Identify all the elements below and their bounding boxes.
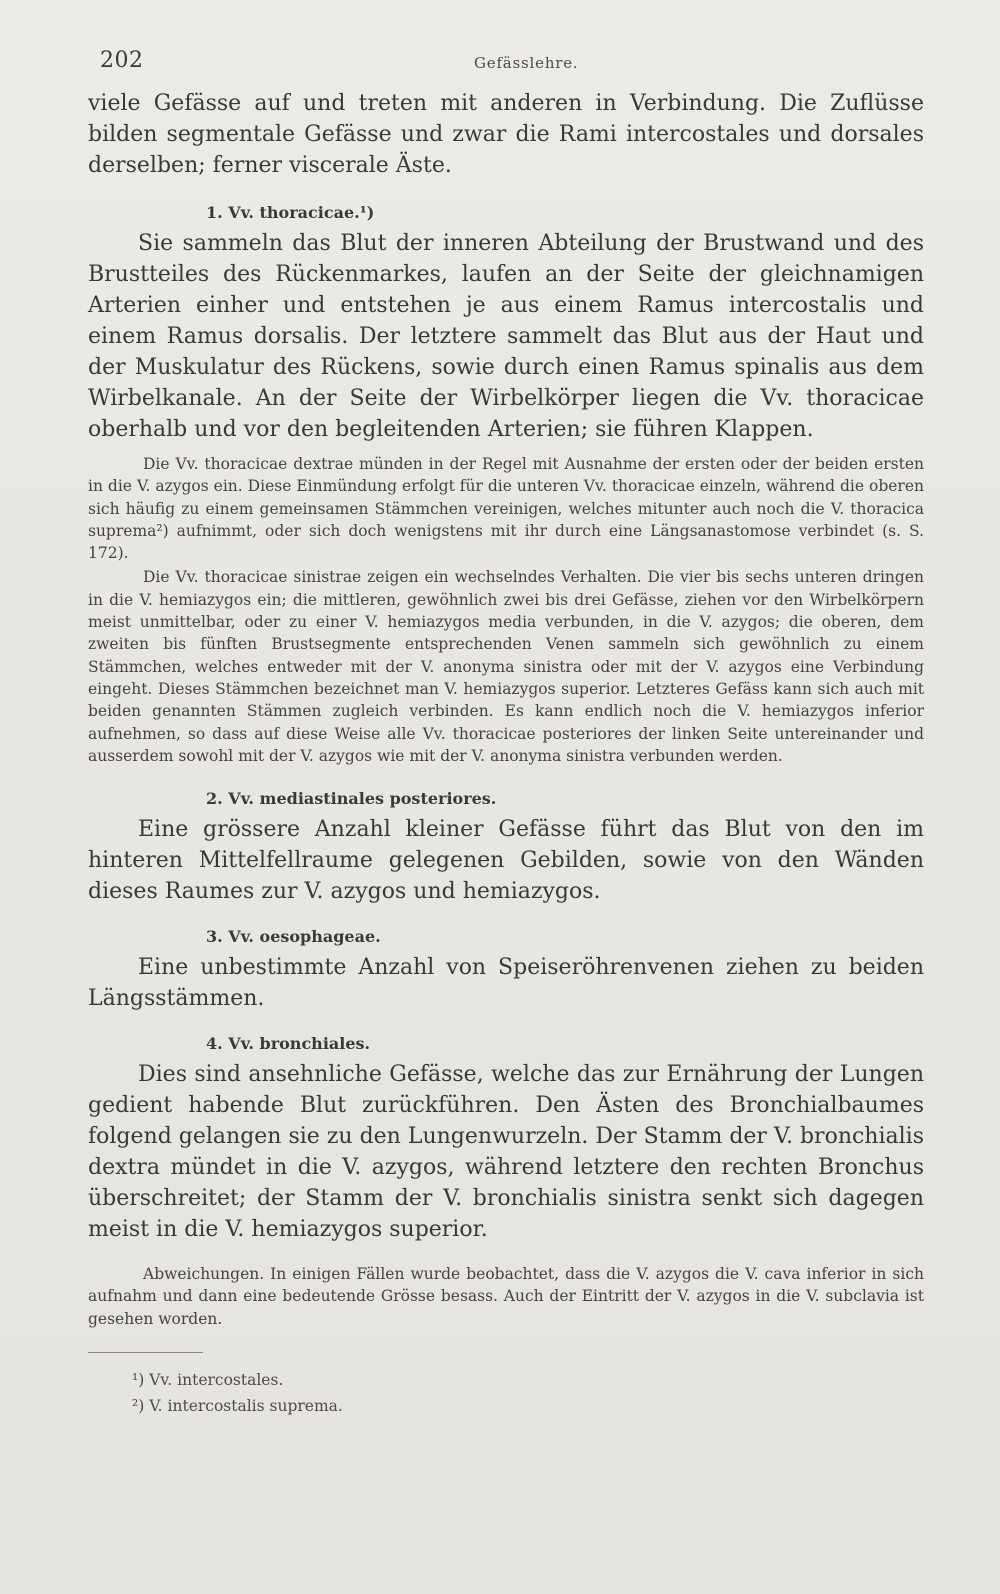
footnote-divider [88, 1352, 203, 1353]
footnote-1: ¹) Vv. intercostales. [132, 1371, 284, 1390]
section-note-1b: Die Vv. thoracicae sinistrae zeigen ein wechselndes Verhalten. Die vier bis sechs unteren dringen in die V. hemiazygos ein; die mittleren, gewöhnlich zwei bis drei Gefässe, ziehen vor den Wirbelkörpern meist unmittelbar, oder zu einer V. hemiazygos media verbunden, in die V. azygos; die oberen, dem zweiten bis fünften Brustsegmente entsprechenden Venen sammeln sich gewöhnlich zu einem Stämmchen, welches entweder mit der V. anonyma sinistra oder mit der V. azygos eine Verbindung eingeht. Dieses Stämmchen bezeichnet man V. hemiazygos superior. Letzteres Gefäss kann sich auch mit beiden genannten Stämmen zugleich verbinden. Es kann endlich noch die V. hemiazygos inferior aufnehmen, so dass auf diese Weise alle Vv. thoracicae posteriores der linken Seite untereinander und ausserdem sowohl mit der V. azygos wie mit der V. anonyma sinistra verbunden werden. [88, 568, 924, 765]
intro-paragraph: viele Gefässe auf und treten mit anderen in Verbindung. Die Zuflüsse bilden segmentale Gefässe und zwar die Rami intercostales und dorsales derselben; ferner viscerale Äste. [88, 91, 924, 178]
footnote-2: ²) V. intercostalis suprema. [132, 1397, 343, 1416]
section-heading-1: 1. Vv. thoracicae.¹) [206, 203, 375, 222]
section-paragraph-1: Sie sammeln das Blut der inneren Abteilung der Brustwand und des Brustteiles des Rückenmarkes, laufen an der Seite der gleichnamigen Arterien einher und entstehen je aus einem Ramus intercostalis und einem Ramus dorsalis. Der letztere sammelt das Blut aus der Haut und der Muskulatur des Rückens, sowie durch einen Ramus spinalis aus dem Wirbelkanale. An der Seite der Wirbelkörper liegen die Vv. thoracicae oberhalb und vor den begleitenden Arterien; sie führen Klappen. [88, 231, 924, 442]
section-heading-2: 2. Vv. mediastinales posteriores. [206, 789, 497, 809]
page-header [100, 40, 920, 80]
running-title: Gefässlehre. [474, 54, 579, 72]
page-number: 202 [100, 48, 144, 73]
page-content [88, 88, 924, 1417]
section-note-4a: Abweichungen. In einigen Fällen wurde beobachtet, dass die V. azygos die V. cava inferior in sich aufnahm und dann eine bedeutende Grösse besass. Auch der Eintritt der V. azygos in die V. subclavia ist gesehen worden. [88, 1265, 924, 1328]
section-paragraph-2: Eine grössere Anzahl kleiner Gefässe führt das Blut von den im hinteren Mittelfellraume gelegenen Gebilden, sowie von den Wänden dieses Raumes zur V. azygos und hemiazygos. [88, 817, 924, 905]
section-heading-3: 3. Vv. oesophageae. [206, 927, 381, 947]
section-paragraph-3: Eine unbestimmte Anzahl von Speiseröhrenvenen ziehen zu beiden Längsstämmen. [88, 955, 924, 1012]
section-paragraph-4: Dies sind ansehnliche Gefässe, welche das zur Ernährung der Lungen gedient habende Blut zurückführen. Den Ästen des Bronchialbaumes folgend gelangen sie zu den Lungenwurzeln. Der Stamm der V. bronchialis dextra mündet in die V. azygos, während letztere den rechten Bronchus überschreitet; der Stamm der V. bronchialis sinistra senkt sich dagegen meist in die V. hemiazygos superior. [88, 1062, 924, 1243]
section-note-1a: Die Vv. thoracicae dextrae münden in der Regel mit Ausnahme der ersten oder der beiden ersten in die V. azygos ein. Diese Einmündung erfolgt für die unteren Vv. thoracicae einzeln, während die oberen sich häufig zu einem gemeinsamen Stämmchen vereinigen, welches mitunter auch noch die V. thoracica suprema²) aufnimmt, oder sich doch wenigstens mit ihr durch eine Längsanastomose verbindet (s. S. 172). [88, 455, 924, 563]
section-heading-4: 4. Vv. bronchiales. [206, 1034, 371, 1054]
